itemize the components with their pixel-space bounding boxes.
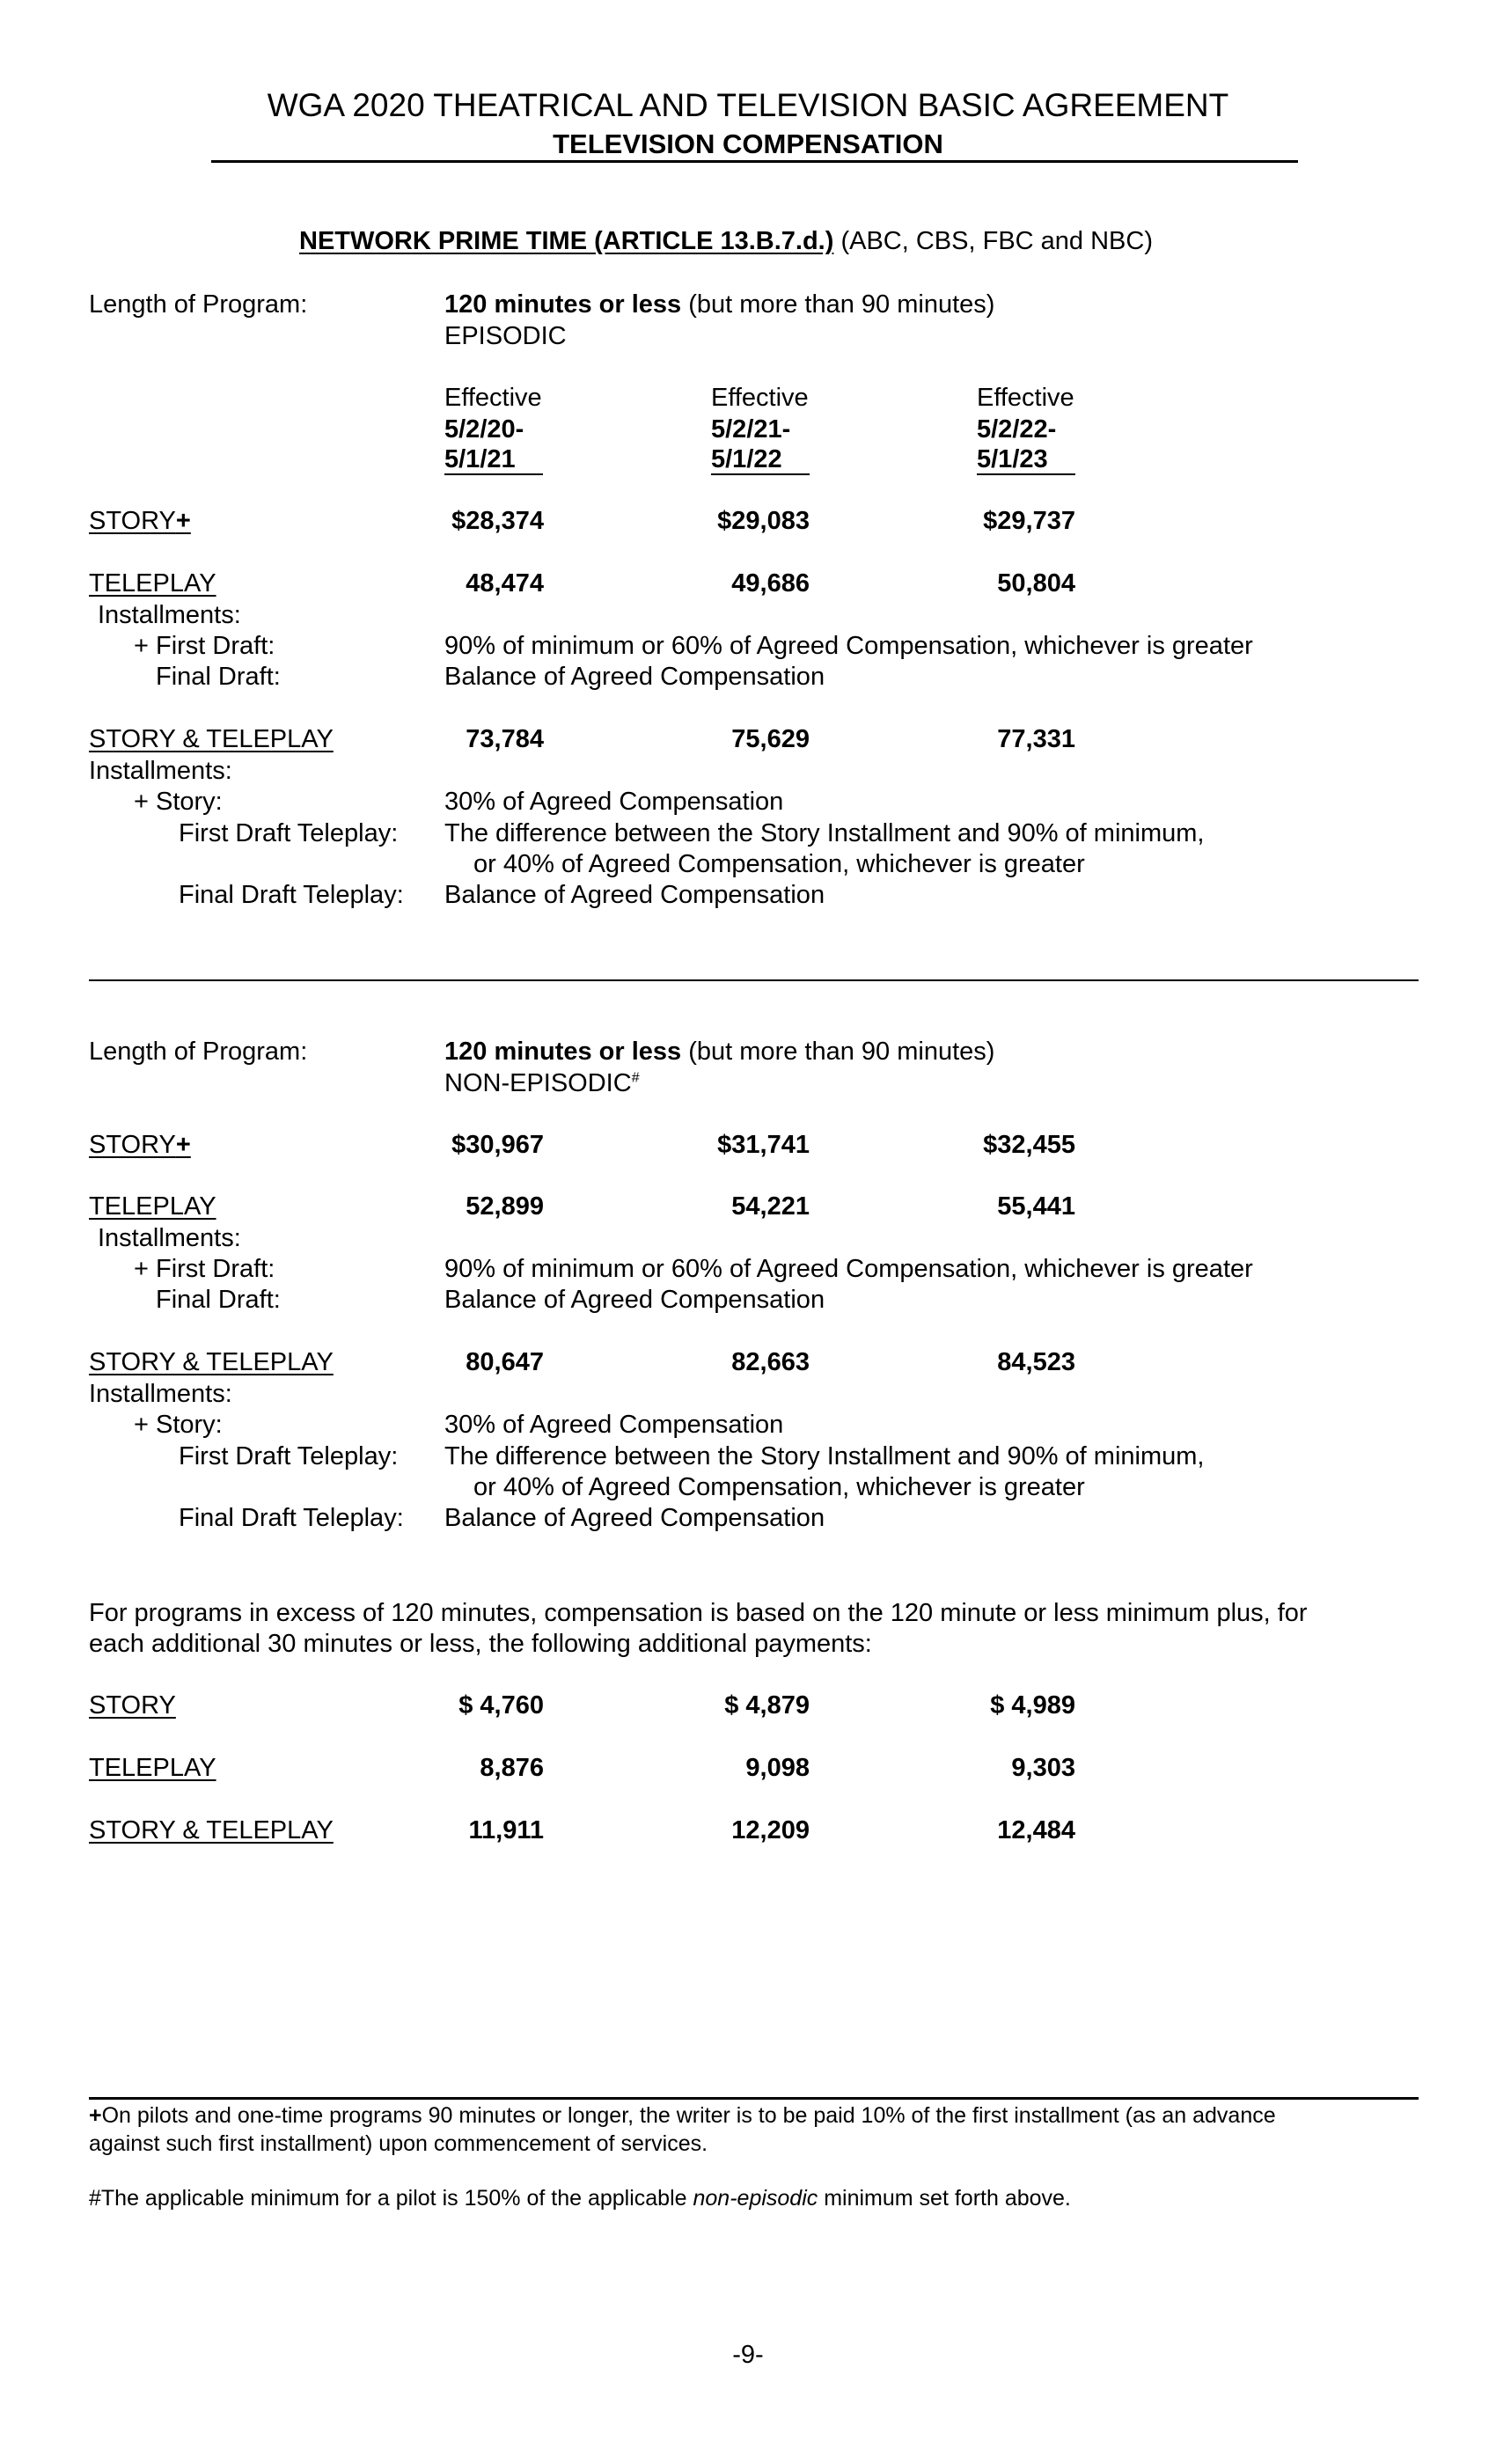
difference-line-1: The difference between the Story Installment and 90% of minimum, [444,1442,1205,1470]
final-draft-text: Balance of Agreed Compensation [444,1286,825,1314]
story-installment-text: 30% of Agreed Compensation [444,788,784,816]
footnote-plus-text: On pilots and one-time programs 90 minutes or longer, the writer is to be paid 10% of the first installment (as an advance [101,2103,1276,2128]
value-cell: 49,686 [731,569,810,598]
value-cell: $32,455 [983,1131,1075,1159]
story-installment-label: + Story: [134,1411,223,1439]
value-cell: 50,804 [997,569,1075,598]
value-cell: 52,899 [466,1192,544,1221]
value-cell: 84,523 [997,1348,1075,1376]
value-cell: 9,303 [1011,1754,1075,1782]
header-rule [211,160,1298,163]
length-label: Length of Program: [89,290,308,319]
value-cell: 11,911 [468,1816,544,1844]
footnote-plus-line-1 [89,2101,1276,2130]
first-draft-text: 90% of minimum or 60% of Agreed Compensation, whichever is greater [444,1255,1253,1283]
excess-paragraph-line-1: For programs in excess of 120 minutes, compensation is based on the 120 minute or less minimum plus, for [89,1599,1308,1627]
program-type-non-episodic [444,1067,640,1099]
installments-label: Installments: [98,601,241,629]
column-effective: Effective [977,384,1074,412]
final-draft-label: Final Draft: [156,663,281,691]
installments-label: Installments: [89,757,232,785]
column-to: 5/1/23 [977,445,1075,475]
section-divider [89,979,1419,981]
program-type-episodic: EPISODIC [444,322,567,350]
section-heading-networks: (ABC, CBS, FBC and NBC) [840,227,1153,255]
length-bold: 120 minutes or less [444,290,682,319]
column-from: 5/2/21- [711,415,791,444]
footnote-hash-before: #The applicable minimum for a pilot is 150% of the applicable [89,2186,687,2211]
difference-line-2: or 40% of Agreed Compensation, whichever is greater [473,850,1085,878]
final-draft-teleplay-label: Final Draft Teleplay: [179,881,404,909]
value-cell: 77,331 [997,725,1075,753]
value-cell: 75,629 [731,725,810,753]
length-value [444,289,994,320]
footnote-rule [89,2097,1419,2100]
value-cell: 73,784 [466,725,544,753]
value-cell: 54,221 [731,1192,810,1221]
value-cell: $31,741 [717,1131,810,1159]
story-label: STORY [89,1131,176,1159]
story-label: STORY [89,507,176,535]
length-rest: (but more than 90 minutes) [688,290,995,319]
excess-paragraph-line-2: each additional 30 minutes or less, the following additional payments: [89,1630,872,1658]
plus-mark: + [175,1131,191,1159]
row-label-story: STORY [89,1691,176,1720]
row-label-teleplay: TELEPLAY [89,569,216,598]
page-number: -9- [732,2341,764,2369]
difference-line-2: or 40% of Agreed Compensation, whichever is greater [473,1473,1085,1501]
footnote-hash-italic: non-episodic [693,2186,818,2211]
column-effective: Effective [444,384,542,412]
section-heading-article: NETWORK PRIME TIME (ARTICLE 13.B.7.d.) [299,227,834,255]
hash-mark: # [631,1070,640,1086]
final-draft-label: Final Draft: [156,1286,281,1314]
row-label-teleplay: TELEPLAY [89,1754,216,1782]
first-draft-label: + First Draft: [134,1255,275,1283]
final-draft-teleplay-text: Balance of Agreed Compensation [444,1504,825,1532]
first-draft-label: + First Draft: [134,632,275,660]
footnote-hash-after: minimum set forth above. [824,2186,1071,2211]
value-cell: $29,737 [983,507,1075,535]
footnote-plus-line-2: against such first installment) upon commencement of services. [89,2131,708,2156]
first-draft-teleplay-label: First Draft Teleplay: [179,819,399,847]
value-cell: 8,876 [480,1754,544,1782]
first-draft-text: 90% of minimum or 60% of Agreed Compensation, whichever is greater [444,632,1253,660]
story-installment-label: + Story: [134,788,223,816]
final-draft-text: Balance of Agreed Compensation [444,663,825,691]
length-rest: (but more than 90 minutes) [688,1038,995,1066]
row-label-teleplay: TELEPLAY [89,1192,216,1221]
program-type-label: NON-EPISODIC [444,1069,632,1097]
row-label-story [89,505,191,537]
section-heading [299,225,1153,257]
installments-label: Installments: [98,1224,241,1252]
value-cell: 80,647 [466,1348,544,1376]
column-from: 5/2/22- [977,415,1057,444]
installments-label: Installments: [89,1380,232,1408]
column-header [977,382,1075,475]
value-cell: $29,083 [717,507,810,535]
value-cell: 12,209 [731,1816,810,1844]
column-to: 5/1/21 [444,445,543,475]
column-to: 5/1/22 [711,445,810,475]
column-header [444,382,543,475]
difference-line-1: The difference between the Story Installment and 90% of minimum, [444,819,1205,847]
final-draft-teleplay-text: Balance of Agreed Compensation [444,881,825,909]
first-draft-teleplay-label: First Draft Teleplay: [179,1442,399,1470]
footnote-hash [89,2184,1071,2212]
value-cell: $30,967 [451,1131,544,1159]
value-cell: $ 4,879 [724,1691,810,1720]
value-cell: 55,441 [997,1192,1075,1221]
story-installment-text: 30% of Agreed Compensation [444,1411,784,1439]
plus-mark: + [89,2103,102,2128]
value-cell: 12,484 [997,1816,1075,1844]
page-subtitle: TELEVISION COMPENSATION [553,128,943,159]
length-bold: 120 minutes or less [444,1038,682,1066]
value-cell: $ 4,989 [990,1691,1075,1720]
length-label: Length of Program: [89,1038,308,1066]
row-label-story-teleplay: STORY & TELEPLAY [89,725,334,753]
value-cell: $28,374 [451,507,544,535]
plus-mark: + [175,507,191,535]
final-draft-teleplay-label: Final Draft Teleplay: [179,1504,404,1532]
column-effective: Effective [711,384,809,412]
value-cell: $ 4,760 [458,1691,544,1720]
row-label-story-teleplay: STORY & TELEPLAY [89,1816,334,1844]
length-value [444,1036,994,1067]
value-cell: 9,098 [745,1754,810,1782]
row-label-story-teleplay: STORY & TELEPLAY [89,1348,334,1376]
value-cell: 48,474 [466,569,544,598]
column-from: 5/2/20- [444,415,524,444]
page-title: WGA 2020 THEATRICAL AND TELEVISION BASIC AGREEMENT [267,87,1229,123]
column-header [711,382,810,475]
value-cell: 82,663 [731,1348,810,1376]
row-label-story [89,1129,191,1161]
